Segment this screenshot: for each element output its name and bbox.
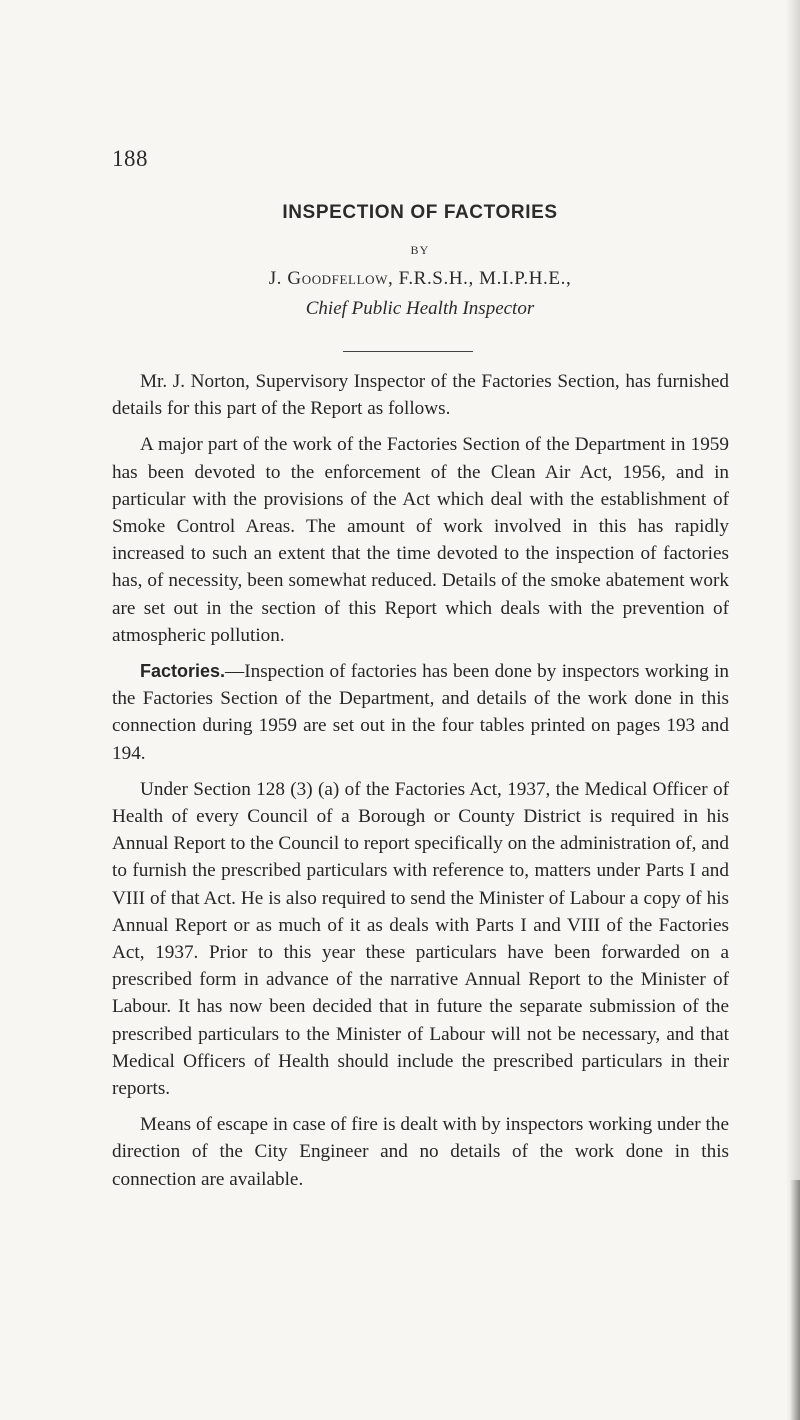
scan-edge-shadow-lower <box>790 1180 800 1420</box>
paragraph-text: Under Section 128 (3) (a) of the Factories Act, 1937, the Medical Officer of Health of every Council of a Borough or County District is required in his Annual Report to the Council to report specifically on the administration of, and to furnish the prescribed particulars with reference to, matters under Parts I and VIII of that Act. He is also required to send the Minister of Labour a copy of his Annual Report or as much of it as deals with Parts I and VIII of the Factories Act, 1937. Prior to this year these particulars have been forwarded on a prescribed form in advance of the narrative Annual Report to the Minister of Labour. It has now been decided that in future the separate submission of the prescribed particulars to the Minister of Labour will not be necessary, and that Medical Officers of Health should include the prescribed particulars in their reports. <box>112 778 729 1100</box>
author-name: J. Goodfellow, F.R.S.H., M.I.P.H.E., <box>268 268 572 289</box>
author-role: Chief Public Health Inspector <box>305 298 535 319</box>
byline-label: BY <box>410 243 430 257</box>
paragraph-text: Mr. J. Norton, Supervisory Inspector of the Factories Section, has furnished details for this part of the Report as follows. <box>112 371 729 420</box>
paragraph-text: A major part of the work of the Factories Section of the Department in 1959 has been devoted to the enforcement of the Clean Air Act, 1956, and in particular with the provisions of the Act which deal with the establishment of Smoke Control Areas. The amount of work involved in this has rapidly increased to such an extent that the time devoted to the inspection of factories has, of necessity, been somewhat reduced. Details of the smoke abatement work are set out in the section of this Report which deals with the prevention of atmospheric pollution. <box>112 434 729 646</box>
paragraph-heading: Factories. <box>140 661 226 682</box>
paragraph-text: Means of escape in case of fire is dealt with by inspectors working under the direction of the City Engineer and no details of the work done in this connection are available. <box>112 1114 729 1190</box>
paragraph-intro <box>112 368 729 422</box>
title-divider <box>343 351 473 352</box>
paragraph-escape <box>112 1111 729 1193</box>
paragraph-text: —Inspection of factories has been done by inspectors working in the Factories Section of the Department, and details of the work done in this connection during 1959 are set out in the four tables printed on pages 193 and 194. <box>112 661 729 764</box>
report-body <box>112 368 729 1202</box>
paragraph-section-128 <box>112 776 729 1102</box>
page-number: 188 <box>112 146 148 171</box>
paragraph-factories <box>112 658 729 767</box>
paragraph-clean-air <box>112 431 729 649</box>
section-title: INSPECTION OF FACTORIES <box>282 202 558 223</box>
